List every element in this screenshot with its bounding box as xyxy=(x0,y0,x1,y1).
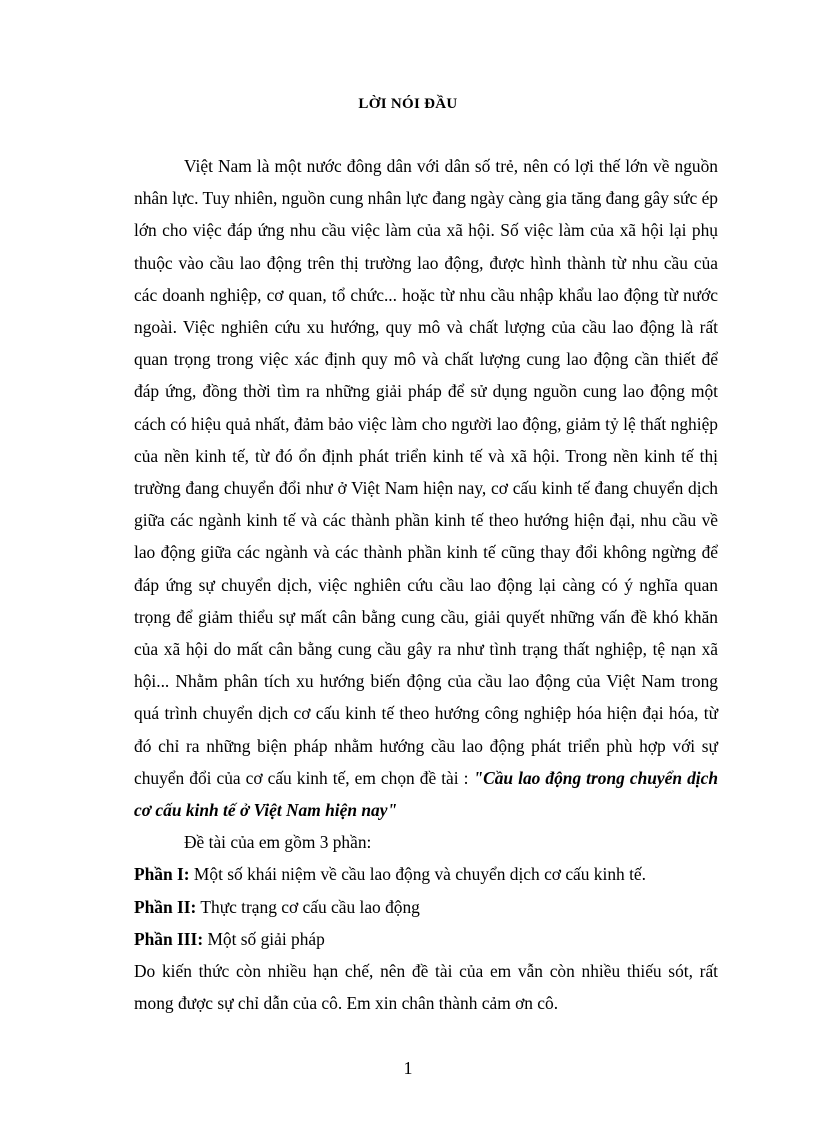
document-body xyxy=(134,150,718,1019)
page-number: 1 xyxy=(403,1058,413,1078)
closing-paragraph: Do kiến thức còn nhiều hạn chế, nên đề tài của em vẫn còn nhiều thiếu sót, rất mong được sự chỉ dẫn của cô. Em xin chân thành cảm ơn cô. xyxy=(134,961,718,1014)
part-item xyxy=(134,891,718,923)
part-label: Phần I: xyxy=(134,864,190,885)
part-text: Thực trạng cơ cấu cầu lao động xyxy=(196,896,420,917)
topic-title: "Cầu lao động trong chuyển dịch cơ cấu kinh tế ở Việt Nam hiện nay" xyxy=(134,767,718,821)
document-title: LỜI NÓI ĐẦU xyxy=(358,96,458,112)
parts-intro: Đề tài của em gồm 3 phần: xyxy=(184,832,372,853)
part-item xyxy=(134,923,718,955)
intro-paragraph xyxy=(134,150,718,826)
part-label: Phần III: xyxy=(134,928,204,949)
part-label: Phần II: xyxy=(134,896,197,917)
part-text: Một số giải pháp xyxy=(203,928,325,949)
intro-text: Việt Nam là một nước đông dân với dân số trẻ, nên có lợi thế lớn về nguồn nhân lực. Tuy nhiên, nguồn cung nhân lực đang ngày càng gia tăng đang gây sức ép lớn cho việc đáp ứng nhu cầu việc làm của xã hội. Số việc làm của xã hội lại phụ thuộc vào cầu lao động trên thị trường lao động, được hình thành từ nhu cầu của các doanh nghiệp, cơ quan, tổ chức... hoặc từ nhu cầu nhập khẩu lao động từ nước ngoài. Việc nghiên cứu xu hướng, quy mô và chất lượng của cầu lao động là rất quan trọng trong việc xác định quy mô và chất lượng cung lao động cần thiết để đáp ứng, đồng thời tìm ra những giải pháp để sử dụng nguồn cung lao động một cách có hiệu quả nhất, đảm bảo việc làm cho người lao động, giảm tỷ lệ thất nghiệp của nền kinh tế, từ đó ổn định phát triển kinh tế và xã hội. Trong nền kinh tế thị trường đang chuyển đổi như ở Việt Nam hiện nay, cơ cấu kinh tế đang chuyển dịch giữa các ngành kinh tế và các thành phần kinh tế theo hướng hiện đại, nhu cầu về lao động giữa các ngành và các thành phần kinh tế cũng thay đổi không ngừng để đáp ứng sự chuyển dịch, việc nghiên cứu cầu lao động lại càng có ý nghĩa quan trọng để giảm thiểu sự mất cân bằng cung cầu, giải quyết những vấn đề khó khăn của xã hội do mất cân bằng cung cầu gây ra như tình trạng thất nghiệp, tệ nạn xã hội... Nhằm phân tích xu hướng biến động của cầu lao động của Việt Nam trong quá trình chuyển dịch cơ cấu kinh tế theo hướng công nghiệp hóa hiện đại hóa, từ đó chỉ ra những biện pháp nhằm hướng cầu lao động phát triển phù hợp với sự chuyển đổi của cơ cấu kinh tế, em chọn đề tài : xyxy=(134,156,718,788)
part-item xyxy=(134,858,718,890)
part-text: Một số khái niệm về cầu lao động và chuyển dịch cơ cấu kinh tế. xyxy=(189,864,646,885)
